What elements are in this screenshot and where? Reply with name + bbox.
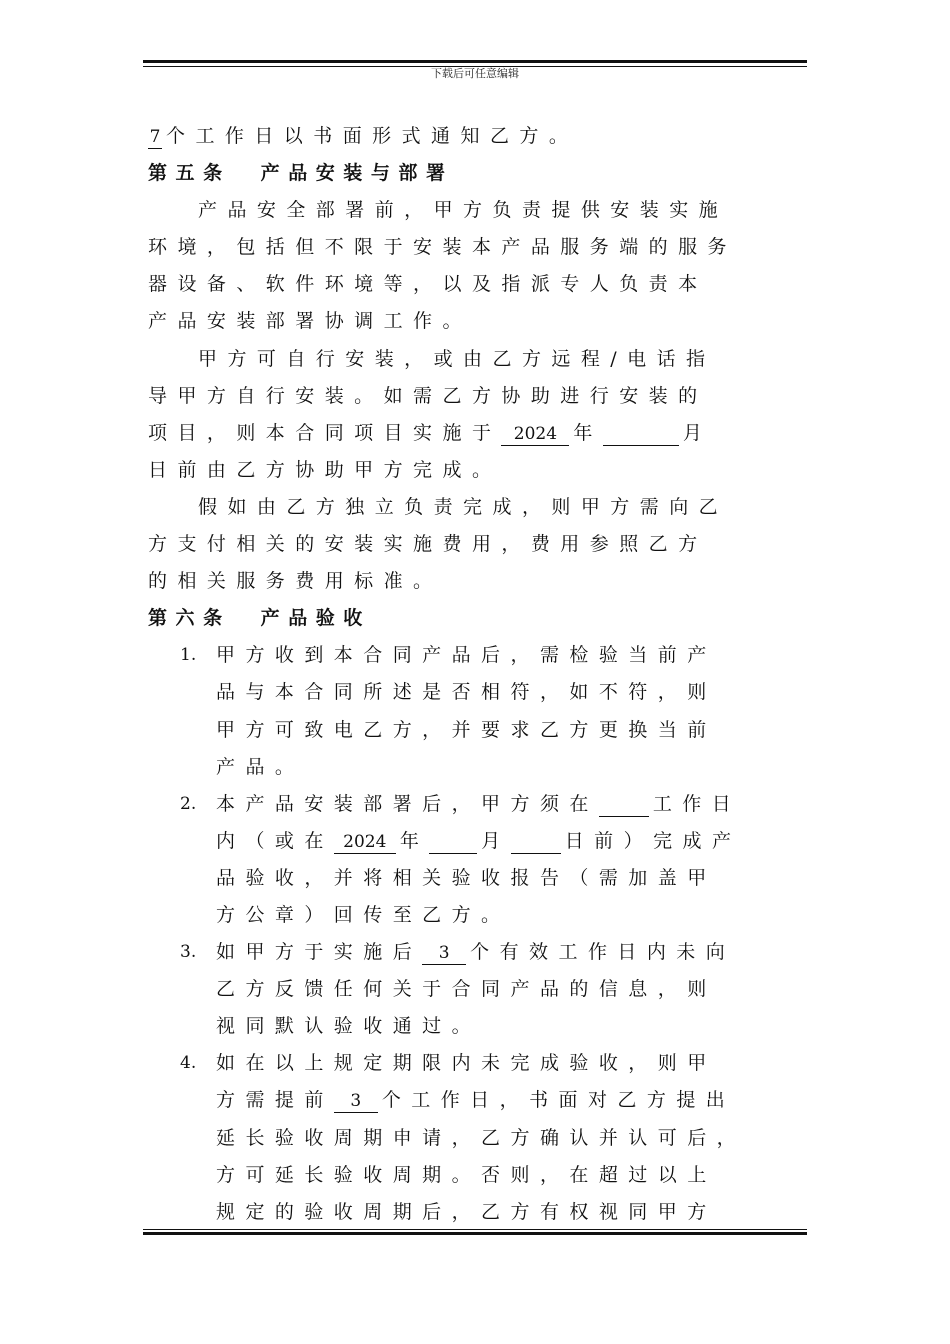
text-segment: 方支付相关的安装实施费用，费用参照乙方 — [148, 533, 708, 556]
text-segment: 内（或在 — [216, 829, 334, 852]
text-segment: 假如由乙方独立负责完成，则甲方需向乙 — [198, 495, 729, 518]
text-line — [148, 786, 790, 823]
text-segment: 产品安装部署协调工作。 — [148, 310, 472, 333]
text-line — [148, 971, 790, 1008]
text-segment: 个工作日，书面对乙方提出 — [381, 1089, 736, 1112]
text-segment: 月 — [481, 829, 511, 852]
text-segment: 产品。 — [216, 755, 305, 778]
text-segment: 工作日 — [652, 792, 742, 815]
fill-in-blank — [599, 794, 649, 817]
section-title: 产品验收 — [260, 607, 371, 630]
text-segment: 本产品安装部署后，甲方须在 — [216, 792, 599, 815]
list-number: 2. — [180, 793, 197, 814]
section-number: 第五条 — [148, 162, 231, 185]
text-line — [148, 1008, 790, 1045]
text-segment: 方公章）回传至乙方。 — [216, 903, 511, 926]
text-segment: 个工作日以书面形式通知乙方。 — [166, 125, 579, 147]
text-segment: 方需提前 — [216, 1089, 334, 1112]
text-line — [148, 489, 790, 526]
text-segment: 如甲方于实施后 — [216, 941, 423, 964]
text-line — [148, 823, 790, 860]
section-title: 产品安装与部署 — [260, 162, 454, 185]
footer-rule-thick — [143, 1232, 807, 1235]
text-line — [148, 563, 790, 600]
text-line — [148, 712, 790, 749]
text-segment: 甲方收到本合同产品后，需检验当前产 — [216, 644, 717, 667]
text-line — [148, 749, 790, 786]
section-heading — [148, 600, 790, 637]
text-segment: 月 — [682, 421, 713, 444]
text-segment: 日前）完成产 — [564, 829, 742, 852]
text-line — [148, 192, 790, 229]
fill-in-blank: 2024 — [501, 423, 569, 446]
text-segment: 项目，则本合同项目实施于 — [148, 421, 502, 444]
text-segment: 品验收，并将相关验收报告（需加盖甲 — [216, 866, 717, 889]
text-line — [148, 303, 790, 340]
text-segment: 乙方反馈任何关于合同产品的信息，则 — [216, 978, 717, 1001]
text-line — [148, 266, 790, 303]
fill-in-blank: 2024 — [334, 831, 396, 854]
section-heading — [148, 155, 790, 192]
text-line — [148, 229, 790, 266]
text-line — [148, 860, 790, 897]
header-note: 下载后可任意编辑 — [431, 67, 519, 80]
text-segment: 甲方可自行安装，或由乙方远程/电话指 — [198, 347, 716, 370]
text-line — [148, 1082, 790, 1119]
text-segment: 甲方可致电乙方，并要求乙方更换当前 — [216, 718, 717, 741]
text-line — [148, 1194, 790, 1231]
list-number: 1. — [180, 645, 197, 666]
text-line — [148, 415, 790, 452]
text-segment: 器设备、软件环境等，以及指派专人负责本 — [148, 273, 708, 296]
header-rule-thick — [143, 60, 807, 63]
text-segment: 如在以上规定期限内未完成验收，则甲 — [216, 1052, 717, 1075]
text-line — [148, 378, 790, 415]
text-line — [148, 897, 790, 934]
text-segment: 品与本合同所述是否相符，如不符，则 — [216, 681, 717, 704]
list-number: 4. — [180, 1053, 197, 1074]
text-segment: 年 — [573, 421, 603, 444]
text-line — [148, 1045, 790, 1082]
list-number: 3. — [180, 942, 197, 963]
document-body — [148, 118, 790, 1231]
text-segment: 产品安全部署前，甲方负责提供安装实施 — [198, 199, 729, 222]
text-segment: 方可延长验收周期。否则，在超过以上 — [216, 1163, 717, 1186]
text-segment: 延长验收周期申请，乙方确认并认可后， — [216, 1126, 747, 1149]
text-line — [148, 1120, 790, 1157]
fill-in-blank — [603, 423, 679, 446]
fill-in-blank — [511, 831, 561, 854]
text-segment: 年 — [399, 829, 430, 852]
text-line — [148, 526, 790, 563]
text-line — [148, 637, 790, 674]
text-segment: 导甲方自行安装。如需乙方协助进行安装的 — [148, 384, 708, 407]
section-number: 第六条 — [148, 607, 231, 630]
text-line — [148, 1157, 790, 1194]
text-line — [148, 118, 790, 155]
text-segment: 环境，包括但不限于安装本产品服务端的服务 — [148, 236, 738, 259]
fill-in-blank — [429, 831, 477, 854]
text-line — [148, 341, 790, 378]
text-segment: 的相关服务费用标准。 — [148, 570, 443, 593]
fill-in-blank: 3 — [422, 942, 466, 965]
text-line — [148, 452, 790, 489]
footer-rule-thin — [143, 1229, 807, 1230]
text-segment: 个有效工作日内未向 — [470, 941, 736, 964]
text-segment: 规定的验收周期后，乙方有权视同甲方 — [216, 1200, 717, 1223]
text-line — [148, 934, 790, 971]
text-segment: 视同默认验收通过。 — [216, 1015, 482, 1038]
text-segment: 日前由乙方协助甲方完成。 — [148, 458, 502, 481]
fill-in-blank: 7 — [149, 127, 161, 147]
fill-in-blank: 3 — [334, 1090, 378, 1113]
text-line — [148, 674, 790, 711]
